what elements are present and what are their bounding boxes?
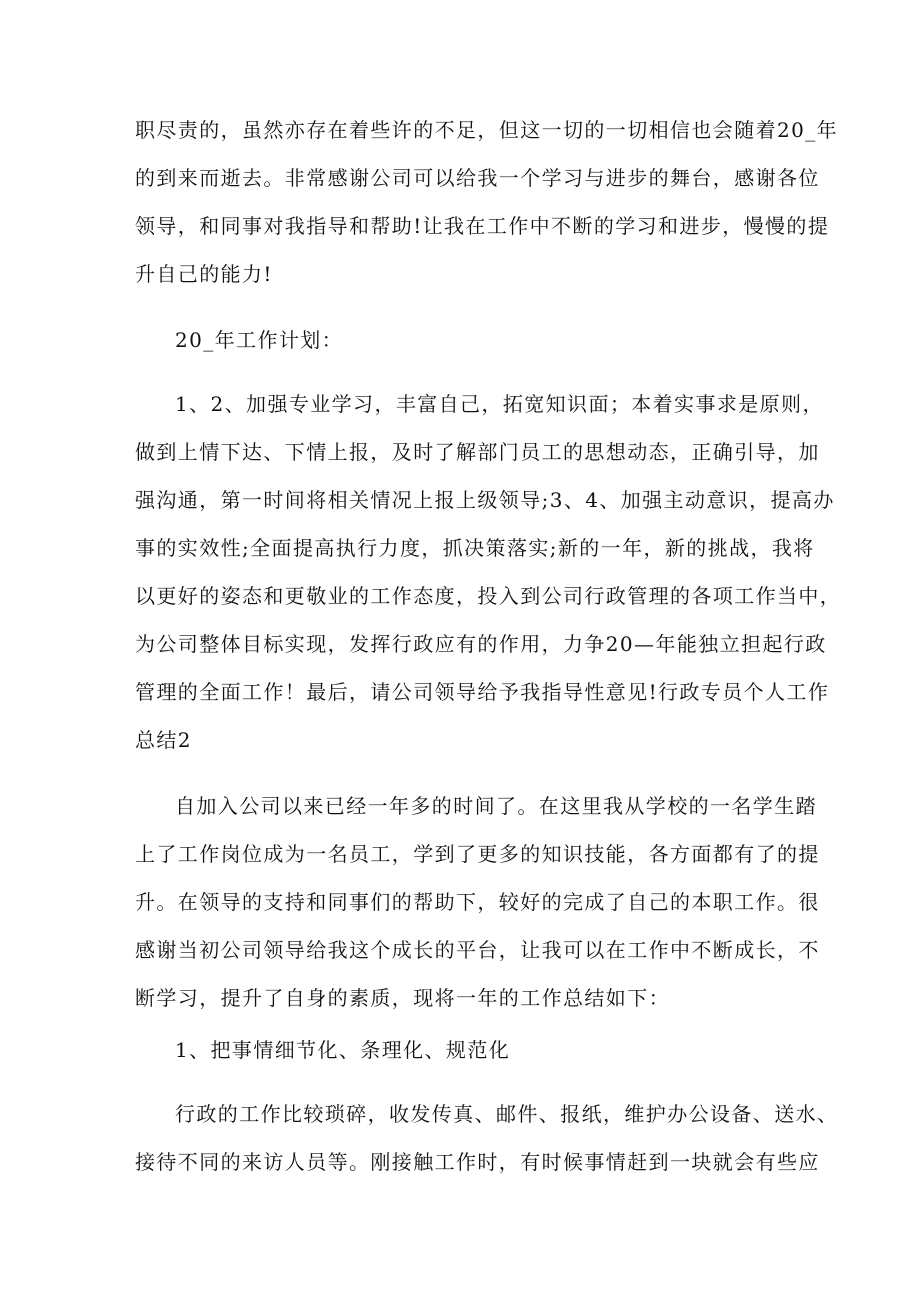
text-line: 行政的工作比较琐碎，收发传真、邮件、报纸，维护办公设备、送水、 <box>175 1102 839 1126</box>
text-line: 职尽责的，虽然亦存在着些许的不足，但这一切的一切相信也会随着20_年 <box>135 118 839 142</box>
list-heading: 1、把事情细节化、条理化、规范化 <box>175 1038 511 1062</box>
section-heading: 20_年工作计划： <box>175 328 344 352</box>
text-line: 为公司整体目标实现，发挥行政应有的作用，力争20—年能独立担起行政 <box>135 632 827 656</box>
text-line: 感谢当初公司领导给我这个成长的平台，让我可以在工作中不断成长，不 <box>135 938 820 962</box>
text-line: 自加入公司以来已经一年多的时间了。在这里我从学校的一名学生踏 <box>175 794 817 818</box>
text-line: 管理的全面工作！最后，请公司领导给予我指导性意见!行政专员个人工作 <box>135 680 830 704</box>
text-line: 上了工作岗位成为一名员工，学到了更多的知识技能，各方面都有了的提 <box>135 842 820 866</box>
text-line: 的到来而逝去。非常感谢公司可以给我一个学习与进步的舞台，感谢各位 <box>135 166 820 190</box>
text-line: 事的实效性;全面提高执行力度，抓决策落实;新的一年，新的挑战，我将 <box>135 536 815 560</box>
text-line: 总结2 <box>135 728 192 752</box>
text-line: 接待不同的来访人员等。刚接触工作时，有时候事情赶到一块就会有些应 <box>135 1150 820 1174</box>
text-line: 升。在领导的支持和同事们的帮助下，较好的完成了自己的本职工作。很 <box>135 890 820 914</box>
text-line: 升自己的能力! <box>135 262 273 286</box>
text-line: 断学习，提升了自身的素质，现将一年的工作总结如下： <box>135 986 670 1010</box>
text-line: 以更好的姿态和更敬业的工作态度，投入到公司行政管理的各项工作当中， <box>135 584 842 608</box>
text-line: 强沟通，第一时间将相关情况上报上级领导;3、4、加强主动意识，提高办 <box>135 488 835 512</box>
text-line: 做到上情下达、下情上报，及时了解部门员工的思想动态，正确引导，加 <box>135 440 820 464</box>
text-line: 领导，和同事对我指导和帮助!让我在工作中不断的学习和进步，慢慢的提 <box>135 214 830 238</box>
text-line: 1、2、加强专业学习，丰富自己，拓宽知识面；本着实事求是原则， <box>175 392 824 416</box>
